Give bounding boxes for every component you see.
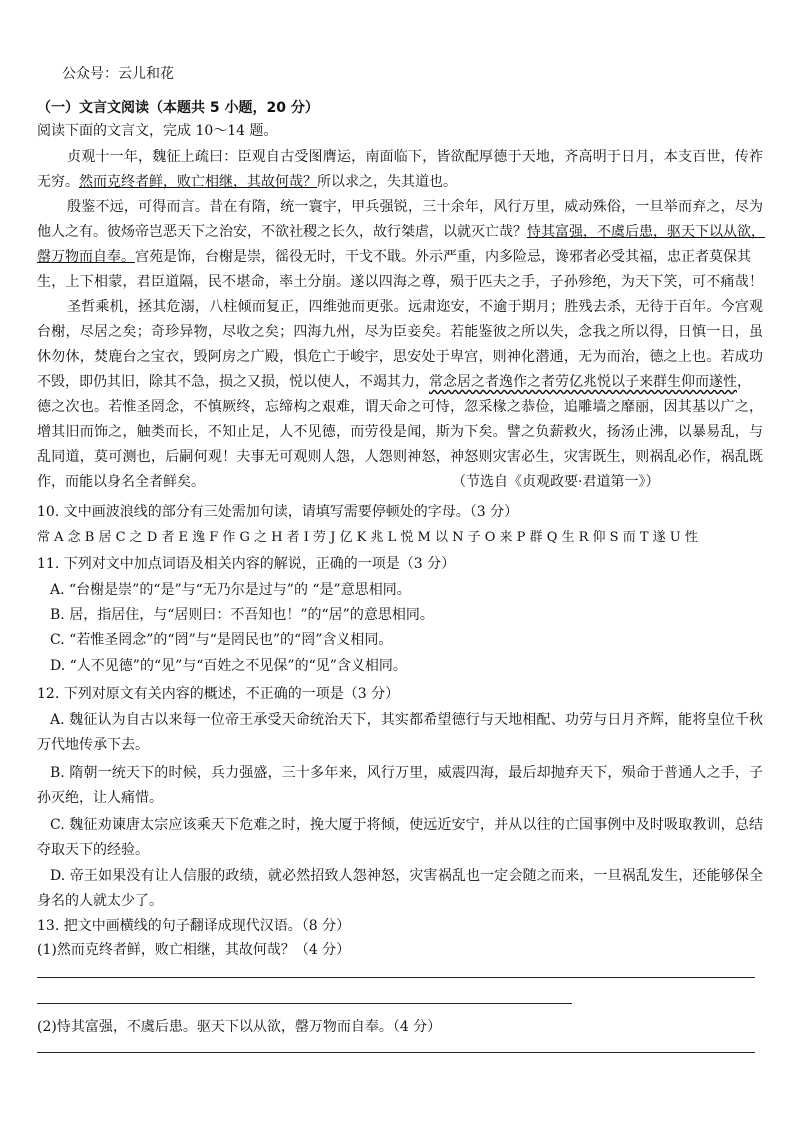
question-11: 11. 下列对文中加点词语及相关内容的解说，正确的一项是（3 分）	[37, 556, 456, 572]
question-12-option-c-line1: C. 魏征劝谏唐太宗应该乘天下危难之时，挽大厦于将倾，使远近安宁，并从以往的亡国事例中及时吸取教训，总结	[50, 817, 763, 833]
question-13-part-1: (1)然而克终者鲜，败亡相继，其故何哉？（4 分）	[37, 942, 351, 958]
answer-line[interactable]	[37, 977, 755, 978]
section-title: （一）文言文阅读（本题共 5 小题，20 分）	[37, 100, 319, 116]
question-12-option-a-line2: 万代地传承下去。	[37, 737, 149, 753]
passage-p3-line3: 休勿休，焚鹿台之宝衣，毁阿房之广殿，惧危亡于峻宇，思安处于卑宫，则神化潜通，无为而治，德之上也。若成功	[37, 349, 763, 365]
passage-p3-line8: 作，而能以身名全者鲜矣。	[37, 474, 205, 490]
underlined-sentence-1: 然而克终者鲜，败亡相继，其故何哉？	[79, 174, 317, 190]
question-10-letters: 常 A 念 B 居 C 之 D 者 E 逸 F 作 G 之 H 者 I 劳 J 亿 K 兆 L 悦 M 以 N 子 O 来 P 群 Q 生 R 仰 S 而 T 遂 U 性	[37, 530, 698, 545]
question-12-option-c-line2: 夺取天下的经验。	[37, 842, 149, 858]
question-12-option-b-line2: 孙灭绝，让人痛惜。	[37, 790, 163, 806]
question-13-part-2: (2)恃其富强，不虞后患。驱天下以从欲，罄万物而自奉。（4 分）	[37, 1019, 442, 1035]
passage-p3-line6: 增其旧而饰之，触类而长，不知止足，人不见德，而劳役是闻，斯为下矣。譬之负薪救火，扬汤止沸，以暴易乱，与	[37, 424, 763, 440]
passage-p3-line4	[37, 372, 751, 392]
passage-text: 无穷。	[37, 174, 79, 190]
question-12-option-a-line1: A. 魏征认为自古以来每一位帝王承受天命统治天下，其实都希望德行与天地相配、功劳与日月齐辉，能将皇位千秋	[50, 712, 763, 728]
question-12-option-b-line1: B. 隋朝一统天下的时候，兵力强盛，三十多年来，风行万里，威震四海，最后却抛弃天下，殒命于普通人之手，子	[50, 765, 763, 781]
question-11-option-c: C. “若惟圣罔念”的“罔”与“是罔民也”的“罔”含义相同。	[50, 632, 393, 648]
question-11-option-d: D. “人不见德”的“见”与“百姓之不见保”的“见”含义相同。	[50, 658, 407, 674]
passage-text: 宫苑是饰，台榭是崇，徭役无时，干戈不戢。外示严重，内多险忌，谗邪者必受其福，忠正者莫保其	[135, 249, 751, 265]
passage-p2-line1: 殷鉴不远，可得而言。昔在有隋，统一寰宇，甲兵强锐，三十余年，风行万里，威动殊俗，一旦举而弃之，尽为	[67, 199, 763, 215]
answer-line[interactable]	[37, 1052, 755, 1053]
passage-p3-line5: 德之次也。若惟圣罔念，不慎厥终，忘缔构之艰难，谓天命之可恃，忽采椽之恭俭，追雕墙之靡丽，因其基以广之，	[37, 399, 763, 415]
passage-text: 他人之有。彼炀帝岂恶天下之治安，不欲社稷之长久，故行桀虐，以就灭亡哉？	[37, 224, 527, 240]
question-12-option-d-line1: D. 帝王如果没有让人信服的政绩，就必然招致人怨神怒，灾害祸乱也一定会随之而来，一旦祸乱发生，还能够保全	[50, 868, 763, 884]
passage-text: 所以求之，失其道也。	[317, 174, 457, 190]
question-12-option-d-line2: 身名的人就太少了。	[37, 893, 163, 909]
page-header: 公众号：云儿和花	[62, 66, 174, 82]
question-10: 10. 文中画波浪线的部分有三处需加句读，请填写需要停顿处的字母。（3 分）	[37, 504, 519, 520]
question-11-option-a: A. “台榭是崇”的“是”与“无乃尔是过与”的 “是”意思相同。	[50, 582, 411, 598]
question-12: 12. 下列对原文有关内容的概述，不正确的一项是（3 分）	[37, 686, 400, 702]
underlined-sentence-2: 恃其富强，不虞后患，驱天下以从欲，	[527, 224, 765, 240]
passage-text: 不毁，即仍其旧，除其不急，损之又损，悦以使人，不竭其力，	[37, 374, 429, 390]
passage-p2-line4: 生，上下相蒙，君臣道隔，民不堪命，率土分崩。遂以四海之尊，殒于匹夫之手，子孙殄绝，为天下笑，可不痛哉！	[37, 274, 763, 290]
passage-source: （节选自《贞观政要·君道第一》）	[452, 474, 660, 490]
passage-p2-line3	[37, 247, 751, 267]
passage-text: ，	[737, 374, 751, 390]
answer-line[interactable]	[37, 1003, 572, 1004]
instruction: 阅读下面的文言文，完成 10～14 题。	[37, 123, 278, 139]
wavy-underlined-sentence: 常念居之者逸作之者劳亿兆悦以子来群生仰而遂性	[429, 374, 737, 390]
passage-p1-line1: 贞观十一年，魏征上疏曰：臣观自古受图膺运，南面临下，皆欲配厚德于天地，齐高明于日月，本支百世，传祚	[67, 149, 763, 165]
passage-p3-line7: 乱同道，莫可测也，后嗣何观！夫事无可观则人怨，人怨则神怒，神怒则灾害必生，灾害既生，则祸乱必作，祸乱既	[37, 449, 763, 465]
question-11-option-b: B. 居，指居住，与“居则曰：不吾知也！”的“居”的意思相同。	[50, 607, 434, 623]
passage-p1-line2	[37, 172, 457, 192]
passage-p3-line2: 台榭，尽居之矣；奇珍异物，尽收之矣；四海九州，尽为臣妾矣。若能鉴彼之所以失，念我之所以得，日慎一日，虽	[37, 324, 763, 340]
passage-p3-line1: 圣哲乘机，拯其危溺，八柱倾而复正，四维弛而更张。远肃迩安，不逾于期月；胜残去杀，无待于百年。今宫观	[67, 299, 763, 315]
question-13: 13. 把文中画横线的句子翻译成现代汉语。（8 分）	[37, 918, 351, 934]
passage-p2-line2	[37, 222, 765, 242]
underlined-sentence-2-cont: 罄万物而自奉。	[37, 249, 135, 265]
